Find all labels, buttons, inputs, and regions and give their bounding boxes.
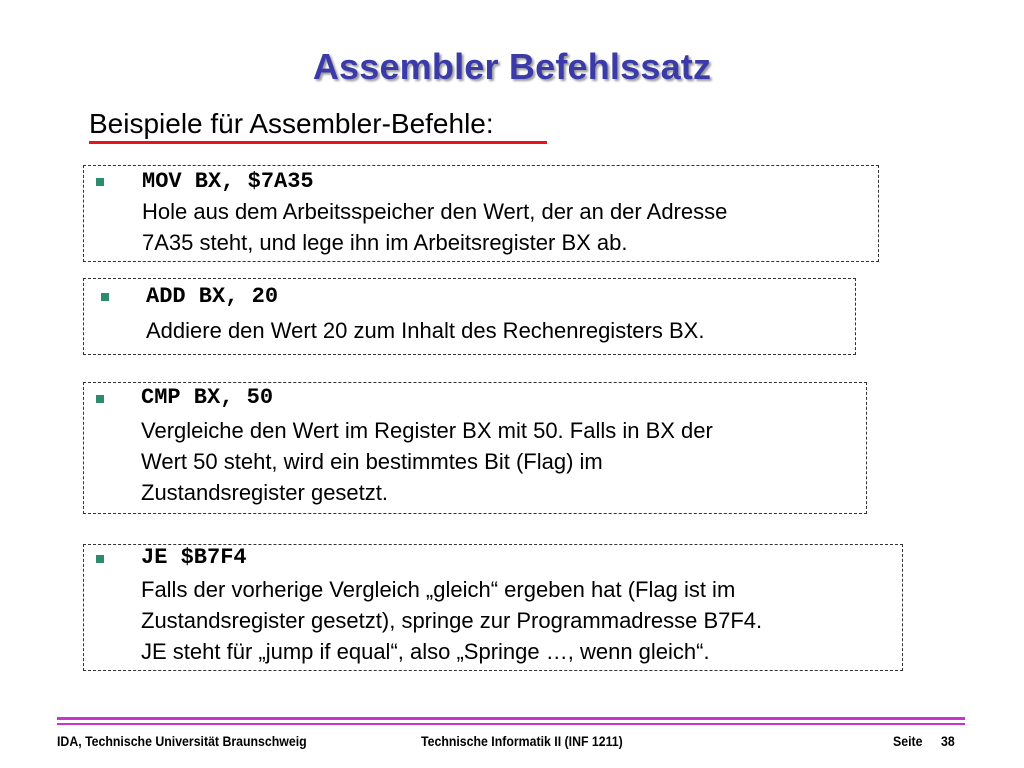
bullet-icon xyxy=(101,293,109,301)
bullet-icon xyxy=(96,555,104,563)
description-line: Vergleiche den Wert im Register BX mit 50. Falls in BX der xyxy=(141,418,713,443)
instruction-box-cmp xyxy=(83,382,867,514)
instruction-box-add xyxy=(83,278,856,355)
bullet-icon xyxy=(96,395,104,403)
instruction-command: ADD BX, 20 xyxy=(146,284,279,309)
bullet-icon xyxy=(96,178,104,186)
subtitle-text: Beispiele für Assembler-Befehle xyxy=(89,108,486,139)
description-line: JE steht für „jump if equal“, also „Springe …, wenn gleich“. xyxy=(141,639,710,664)
footer-page-label: Seite xyxy=(893,733,923,749)
description-line: Falls der vorherige Vergleich „gleich“ ergeben hat (Flag ist im xyxy=(141,577,736,602)
footer-course: Technische Informatik II (INF 1211) xyxy=(421,733,623,749)
description-line: Wert 50 steht, wird ein bestimmtes Bit (Flag) im xyxy=(141,449,603,474)
instruction-box-je xyxy=(83,544,903,671)
description-line: Zustandsregister gesetzt), springe zur Programmadresse B7F4. xyxy=(141,608,763,633)
instruction-description xyxy=(142,196,727,258)
instruction-description xyxy=(141,415,713,508)
instruction-box-mov xyxy=(83,165,879,262)
subtitle xyxy=(89,108,494,140)
footer-divider xyxy=(57,717,965,720)
subtitle-underline xyxy=(89,141,547,144)
instruction-command: JE $B7F4 xyxy=(141,545,247,570)
description-line: Addiere den Wert 20 zum Inhalt des Rechenregisters BX. xyxy=(146,318,705,343)
footer-institution: IDA, Technische Universität Braunschweig xyxy=(57,733,307,749)
footer-divider xyxy=(57,723,965,725)
instruction-command: CMP BX, 50 xyxy=(141,385,274,410)
slide-title: Assembler Befehlssatz xyxy=(312,46,712,87)
footer-page-number: 38 xyxy=(941,733,955,749)
subtitle-colon: : xyxy=(485,108,494,139)
description-line: Zustandsregister gesetzt. xyxy=(141,480,389,505)
instruction-command: MOV BX, $7A35 xyxy=(142,169,314,194)
description-line: Hole aus dem Arbeitsspeicher den Wert, der an der Adresse xyxy=(142,199,728,224)
description-line: 7A35 steht, und lege ihn im Arbeitsregister BX ab. xyxy=(142,230,628,255)
instruction-description xyxy=(141,574,762,667)
instruction-description xyxy=(146,315,704,346)
